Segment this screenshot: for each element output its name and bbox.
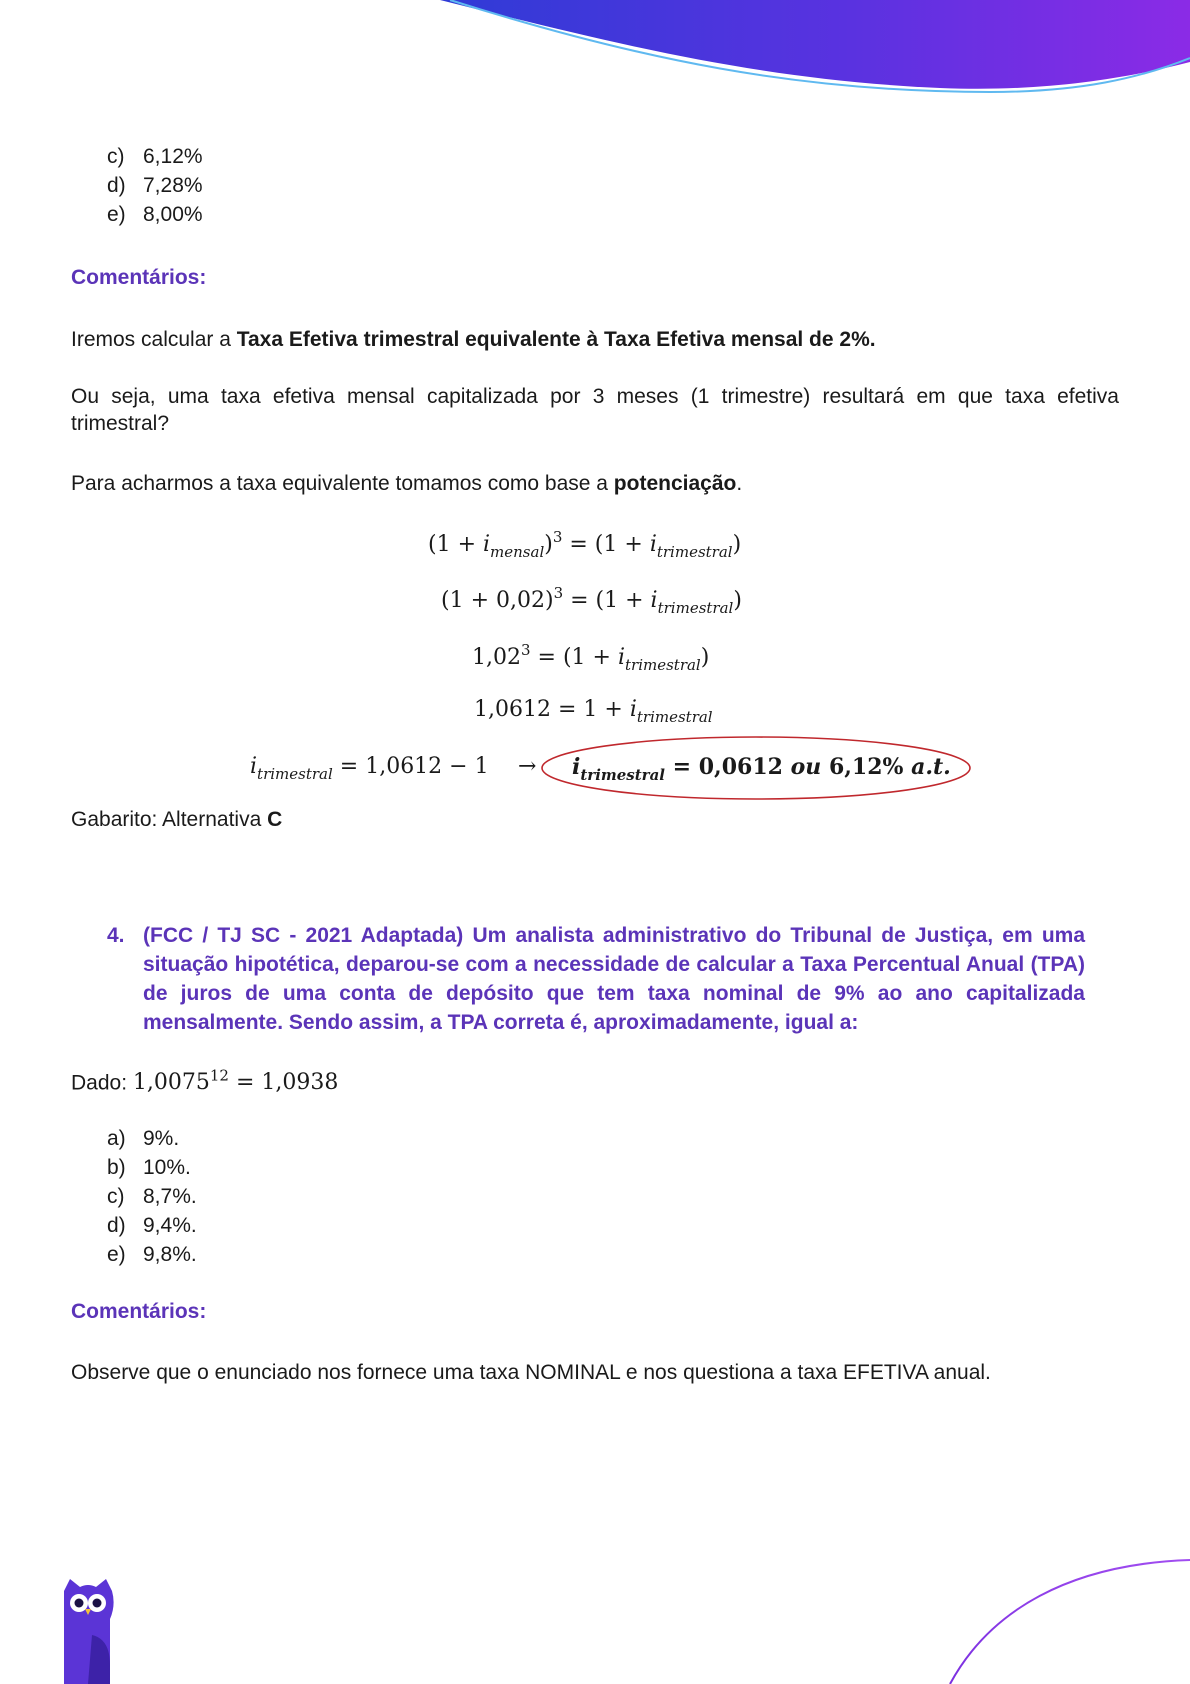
comments-heading-2: Comentários: — [71, 1300, 207, 1323]
given-data: Dado: $1,0075^{12} = 1,0938$ — [71, 1067, 339, 1096]
equation-5: $i_{trimestral} = 1,0612 - 1$ — [250, 754, 489, 783]
comment-paragraph-3: Para acharmos a taxa equivalente tomamos como base a potenciação. — [71, 472, 743, 495]
owl-logo-icon — [58, 1575, 118, 1684]
equation-4: $1,0612 = 1 + i_{trimestral}$ — [474, 697, 713, 726]
option-e: e) 9,8%. — [107, 1243, 197, 1266]
option-c: c) 8,7%. — [107, 1185, 197, 1208]
option-d: d) 9,4%. — [107, 1214, 197, 1237]
equation-5-result: $i_{trimestral} = 0,0612$ ou 6,12% a.t. — [572, 754, 951, 784]
question-number: 4. — [107, 924, 125, 947]
footer-curve — [940, 1550, 1190, 1684]
comments-heading: Comentários: — [71, 266, 207, 289]
option-e: e) 8,00% — [107, 203, 203, 226]
option-a: a) 9%. — [107, 1127, 180, 1150]
previous-options-list — [107, 142, 203, 229]
option-b: b) 10%. — [107, 1156, 191, 1179]
equation-1: $(1 + i_{mensal})^3 = (1 + i_{trimestral})$ — [428, 528, 742, 561]
header-banner — [0, 0, 1190, 110]
answer-key: Gabarito: Alternativa C — [71, 808, 283, 831]
arrow-symbol: → — [518, 754, 537, 779]
comment-2-paragraph-1: Observe que o enunciado nos fornece uma taxa NOMINAL e nos questiona a taxa EFETIVA anual. — [71, 1361, 991, 1384]
question-4 — [107, 921, 1085, 1037]
equation-3: $1,02^3 = (1 + i_{trimestral})$ — [472, 641, 710, 674]
option-d: d) 7,28% — [107, 174, 203, 197]
question-4-options-list — [107, 1124, 197, 1269]
equation-2: $(1 + 0,02)^3 = (1 + i_{trimestral})$ — [441, 584, 742, 617]
question-text: (FCC / TJ SC - 2021 Adaptada) Um analista administrativo do Tribunal de Justiça, em uma situação hipotética, deparou-se com a necessidade de calcular a Taxa Percentual Anual (TPA) de juros de uma conta de depósito que tem taxa nominal de 9% ao ano capitalizada mensalmente. Sendo assim, a TPA correta é, aproximadamente, igual a: — [143, 924, 1085, 1034]
option-c: c) 6,12% — [107, 145, 203, 168]
comment-paragraph-1: Iremos calcular a Taxa Efetiva trimestral equivalente à Taxa Efetiva mensal de 2%. — [71, 328, 876, 351]
comment-paragraph-2: Ou seja, uma taxa efetiva mensal capitalizada por 3 meses (1 trimestre) resultará em que taxa efetiva trimestral? — [71, 385, 1119, 435]
